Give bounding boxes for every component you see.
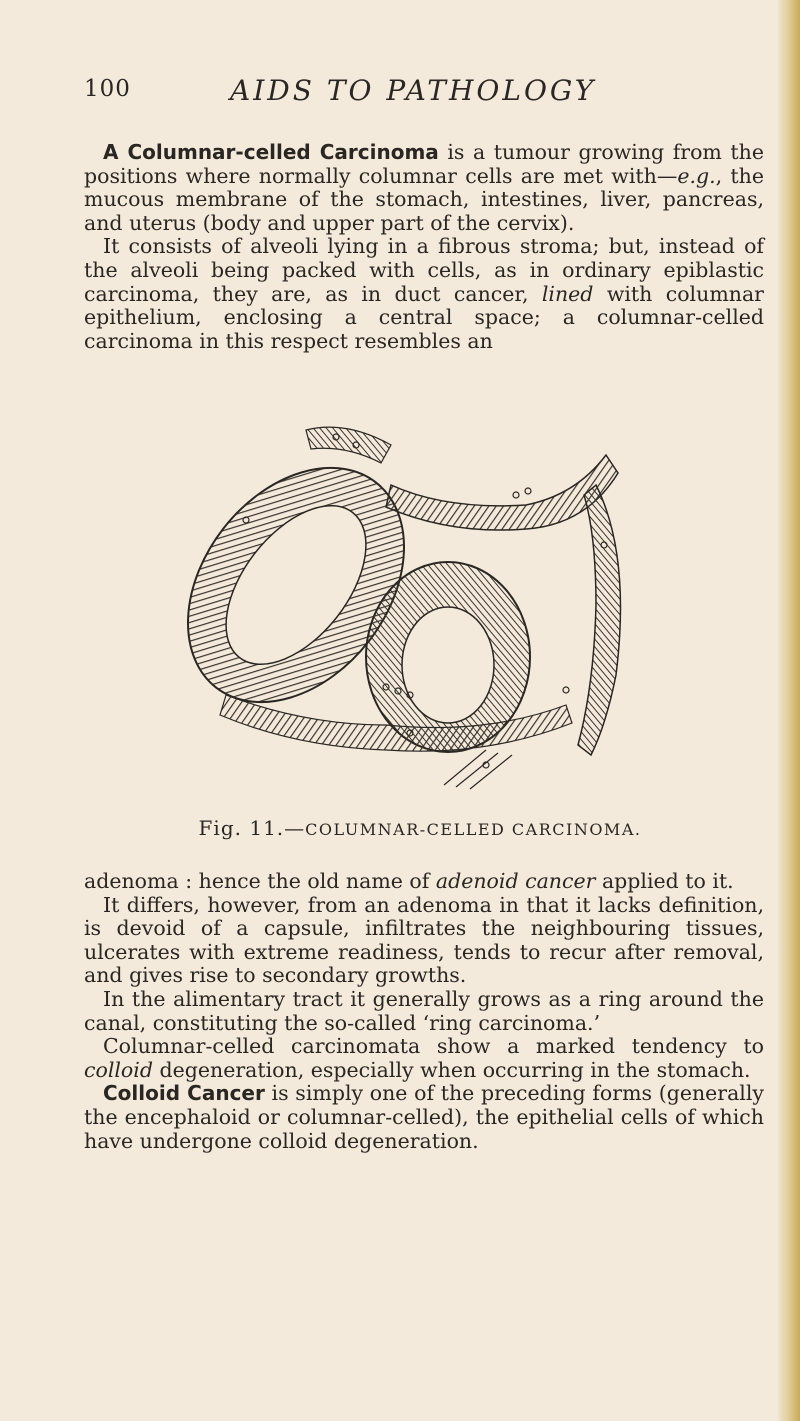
histology-figure [186,425,646,795]
term-colloid-cancer: Colloid Cancer [103,1081,265,1106]
page-number: 100 [84,76,131,102]
figure-caption: Fig. 11.—COLUMNAR-CELLED CARCINOMA. [198,816,642,840]
term-columnar-carcinoma: A Columnar-celled Carcinoma [103,140,439,164]
paragraph-colloid-tendency: Columnar-celled carcinomata show a marked tendency to colloid degeneration, especially when occurring in the stomach. [84,1034,764,1082]
paragraph-adenoma: adenoma : hence the old name of adenoid cancer applied to it. [84,869,734,893]
figure-title: COLUMNAR-CELLED CARCINOMA. [305,820,642,839]
running-head: AIDS TO PATHOLOGY [230,74,597,107]
lower-text [84,870,764,1153]
paragraph-differences: It differs, however, from an adenoma in that it lacks definition, is devoid of a capsule, infiltrates the neighbouring tissues, ulcerates with extreme readiness, tends to recur after removal, and gives rise to secondary growths. [84,892,764,988]
page-header [84,76,704,116]
page-edge [778,0,800,1421]
paragraph-columnar-carcinoma: A Columnar-celled Carcinoma is a tumour growing from the positions where normally columnar cells are met with—e.g., the mucous membrane of the stomach, intestines, liver, pancreas, and uterus (body and upper part of the cervix). [84,140,765,235]
paragraph-alimentary: In the alimentary tract it generally grows as a ring around the canal, constituting the so-called ‘ring carcinoma.’ [84,986,764,1035]
paragraph-colloid-cancer: Colloid Cancer is simply one of the preceding forms (generally the encephaloid or columnar-celled), the epithelial cells of which have undergone colloid degeneration. [84,1081,765,1153]
upper-text [84,141,764,353]
figure-label: Fig. 11. [198,816,285,840]
paragraph-structure: It consists of alveoli lying in a fibrous stroma; but, instead of the alveoli being packed with cells, as in ordinary epiblastic carcinoma, they are, as in duct cancer, lined with columnar epithelium, enclosing a central space; a columnar-celled carcinoma in this respect resembles an [84,234,764,353]
